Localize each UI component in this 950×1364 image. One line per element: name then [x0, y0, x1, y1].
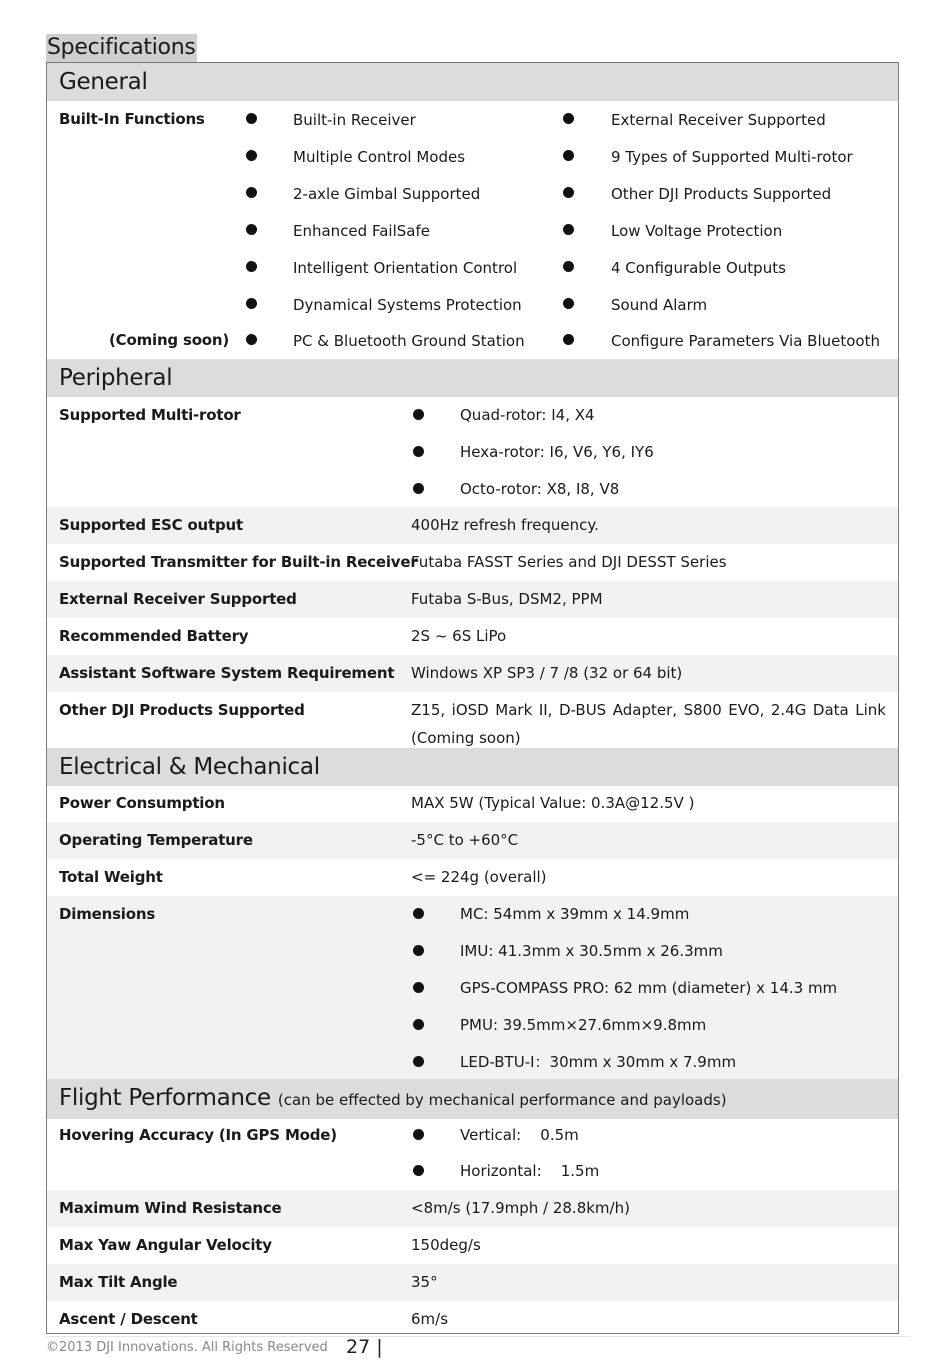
bullet-icon — [563, 187, 574, 198]
list-item: Vertical: 0.5m — [460, 1126, 579, 1144]
row-label: Maximum Wind Resistance — [59, 1199, 282, 1217]
row-value: 2S ~ 6S LiPo — [411, 627, 507, 645]
section-header-electrical: Electrical & Mechanical — [47, 748, 898, 786]
table-row — [47, 581, 898, 618]
built-in-functions-row — [47, 101, 898, 359]
list-item: GPS-COMPASS PRO: 62 mm (diameter) x 14.3 mm — [460, 979, 838, 997]
section-title: Flight Performance — [59, 1085, 271, 1111]
row-value: Windows XP SP3 / 7 /8 (32 or 64 bit) — [411, 664, 683, 682]
bullet-icon — [413, 1129, 424, 1140]
bullet-icon — [413, 982, 424, 993]
list-item: Quad-rotor: I4, X4 — [460, 406, 595, 424]
row-value: <= 224g (overall) — [411, 868, 547, 886]
bullet-icon — [413, 945, 424, 956]
bullet-icon — [563, 261, 574, 272]
bullet-icon — [413, 1056, 424, 1067]
bullet-icon — [563, 298, 574, 309]
dimensions-row — [47, 896, 898, 1079]
table-row — [47, 655, 898, 692]
table-row — [47, 1301, 898, 1333]
row-label: Supported ESC output — [59, 516, 243, 534]
footer-copyright: ©2013 DJI Innovations. All Rights Reserved — [46, 1340, 328, 1355]
table-row — [47, 822, 898, 859]
bullet-icon — [246, 187, 257, 198]
bullet-icon — [413, 1165, 424, 1176]
row-value: <8m/s (17.9mph / 28.8km/h) — [411, 1199, 630, 1217]
bullet-icon — [563, 334, 574, 345]
row-value: 6m/s — [411, 1310, 449, 1328]
table-row — [47, 785, 898, 822]
bullet-icon — [563, 150, 574, 161]
list-item: Low Voltage Protection — [611, 222, 783, 240]
list-item: Other DJI Products Supported — [611, 185, 832, 203]
row-label: Operating Temperature — [59, 831, 253, 849]
row-label: Power Consumption — [59, 794, 225, 812]
table-row — [47, 859, 898, 896]
list-item: Dynamical Systems Protection — [293, 296, 522, 314]
row-value: 150deg/s — [411, 1236, 481, 1254]
bullet-icon — [246, 298, 257, 309]
bullet-icon — [563, 224, 574, 235]
coming-soon-label: (Coming soon) — [109, 331, 230, 349]
hovering-row — [47, 1117, 898, 1190]
table-row — [47, 507, 898, 544]
table-row — [47, 618, 898, 655]
row-label: Other DJI Products Supported — [59, 701, 305, 719]
row-label: Total Weight — [59, 868, 163, 886]
bullet-icon — [563, 113, 574, 124]
footer-divider — [46, 1336, 910, 1337]
bullet-icon — [413, 483, 424, 494]
row-label: Ascent / Descent — [59, 1310, 198, 1328]
list-item: Octo-rotor: X8, I8, V8 — [460, 480, 620, 498]
page-number: 27 | — [346, 1336, 383, 1358]
bullet-icon — [413, 1019, 424, 1030]
spec-table — [46, 62, 899, 1334]
table-row — [47, 1264, 898, 1301]
row-value: 35° — [411, 1273, 438, 1291]
list-item: External Receiver Supported — [611, 111, 826, 129]
row-value: -5°C to +60°C — [411, 831, 519, 849]
row-label: Max Tilt Angle — [59, 1273, 178, 1291]
list-item: Built-in Receiver — [293, 111, 416, 129]
list-item: LED-BTU-I：30mm x 30mm x 7.9mm — [460, 1053, 737, 1071]
list-item: Enhanced FailSafe — [293, 222, 430, 240]
list-item: Sound Alarm — [611, 296, 708, 314]
bullet-icon — [413, 409, 424, 420]
row-label: Supported Transmitter for Built-in Receiver — [59, 553, 418, 571]
list-item: PMU: 39.5mm×27.6mm×9.8mm — [460, 1016, 707, 1034]
section-header-flight — [47, 1079, 898, 1119]
table-row — [47, 692, 898, 748]
section-header-peripheral: Peripheral — [47, 359, 898, 397]
row-label: Max Yaw Angular Velocity — [59, 1236, 272, 1254]
list-item: 9 Types of Supported Multi-rotor — [611, 148, 853, 166]
row-label: Recommended Battery — [59, 627, 249, 645]
bullet-icon — [246, 113, 257, 124]
bullet-icon — [246, 261, 257, 272]
list-item: PC & Bluetooth Ground Station — [293, 332, 525, 350]
row-value: Futaba S-Bus, DSM2, PPM — [411, 590, 603, 608]
row-value: MAX 5W (Typical Value: 0.3A@12.5V ) — [411, 794, 695, 812]
table-row — [47, 1190, 898, 1227]
row-value: Z15, iOSD Mark II, D-BUS Adapter, S800 EVO, 2.4G Data Link (Coming soon) — [411, 701, 886, 747]
section-note: (can be effected by mechanical performance and payloads) — [277, 1091, 727, 1109]
row-value: Futaba FASST Series and DJI DESST Series — [411, 553, 727, 571]
section-header-general: General — [47, 63, 898, 101]
row-label: External Receiver Supported — [59, 590, 297, 608]
row-label: Assistant Software System Requirement — [59, 664, 395, 682]
row-label: Dimensions — [59, 905, 156, 923]
bullet-icon — [413, 446, 424, 457]
table-row — [47, 544, 898, 581]
list-item: 4 Configurable Outputs — [611, 259, 786, 277]
list-item: Multiple Control Modes — [293, 148, 466, 166]
table-row — [47, 1227, 898, 1264]
bullet-icon — [413, 908, 424, 919]
list-item: Intelligent Orientation Control — [293, 259, 518, 277]
list-item: Configure Parameters Via Bluetooth — [611, 332, 880, 350]
list-item: IMU: 41.3mm x 30.5mm x 26.3mm — [460, 942, 723, 960]
multirotor-row — [47, 397, 898, 507]
list-item: MC: 54mm x 39mm x 14.9mm — [460, 905, 690, 923]
list-item: 2-axle Gimbal Supported — [293, 185, 481, 203]
row-label: Supported Multi-rotor — [59, 406, 241, 424]
list-item: Horizontal: 1.5m — [460, 1162, 600, 1180]
row-label: Built-In Functions — [59, 110, 205, 128]
bullet-icon — [246, 150, 257, 161]
row-value: 400Hz refresh frequency. — [411, 516, 599, 534]
row-label: Hovering Accuracy (In GPS Mode) — [59, 1126, 337, 1144]
bullet-icon — [246, 334, 257, 345]
page-title: Specifications — [47, 35, 196, 60]
list-item: Hexa-rotor: I6, V6, Y6, IY6 — [460, 443, 654, 461]
bullet-icon — [246, 224, 257, 235]
